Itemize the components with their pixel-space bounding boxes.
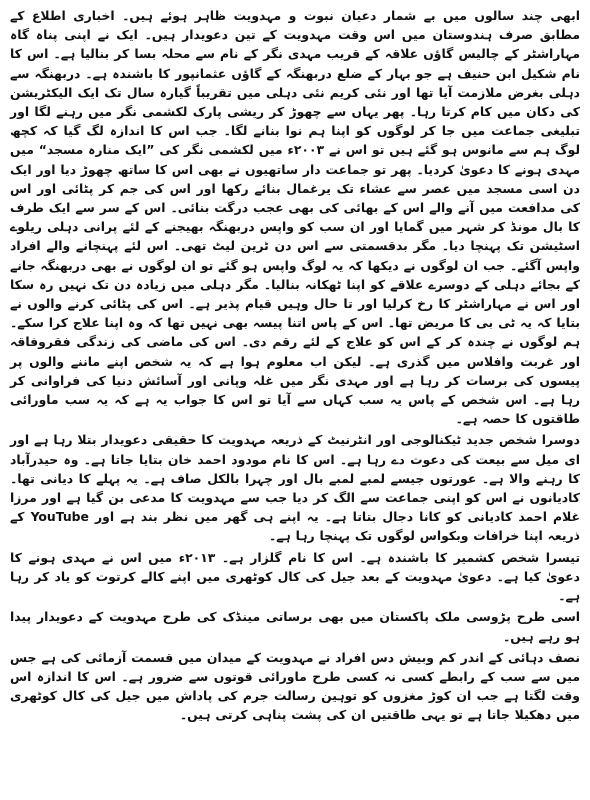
paragraph-second-claimant: دوسرا شخص جدید ٹیکنالوجی اور انٹرنیٹ کے ذریعہ مہدویت کا حقیقی دعویدار بتلا رہا ہے اور ای میل سے بیعت کی دعوت دے رہا ہے۔ اس کا نام مودود احمد خان بتایا جاتا ہے۔ وہ حیدرآباد کا رہنے والا ہے۔ عورتوں جیسے لمبے لمبے بال اور چہرا بالکل صاف ہے۔ یہ پہلے کا دیانی تھا۔ کادیانوں نے اس کو اپنی جماعت سے الگ کر دیا جب سے مہدویت کا مدعی بن گیا ہے اور مرزا غلام احمد کادیانی کو کانا دجال بتاتا ہے۔ یہ اپنے ہی گھر میں نظر بند ہے اور YouTube کے ذریعہ اپنا خرافات وبکواس لوگوں تک پہنچا رہا ہے۔ <box>10 432 581 544</box>
paragraph-conclusion: نصف دہائی کے اندر کم وبیش دس افراد نے مہدویت کے میدان میں قسمت آزمائی کی ہے جس میں سے سب کے رابطے کسی نہ کسی طرح ماورائی قوتوں سے ضرور ہے۔ اس کا اندازہ اس وقت لگتا ہے جب ان کوڑ مغزوں کو توہین رسالت جرم کی پاداش میں جیل کی کال کوٹھری میں دھکیلا جاتا ہے تو یہی طاقتیں ان کی پشت پناہی کرتی ہیں۔ <box>10 649 580 723</box>
paragraph-third-claimant: تیسرا شخص کشمیر کا باشندہ ہے۔ اس کا نام گلزار ہے۔ ۲۰۱۳ء میں اس نے مہدی ہونے کا دعویٰ کیا ہے۔ دعویٰ مہدویت کے بعد جیل کی کال کوٹھری میں اپنے کالے کرتوت کو یاد کر رہا ہے۔ <box>10 549 580 604</box>
paragraph-first-claimant: ابھی چند سالوں میں بے شمار دعیان نبوت و مہدویت ظاہر ہوئے ہیں۔ اخباری اطلاع کے مطابق صرف ہندوستان میں اس وقت مہدویت کے تین دعویدار ہیں۔ ایک نے اپنی پناہ گاہ مہاراشٹر کے چالیس گاؤں علاقہ کے قریب مہدی نگر کے نام سے محلہ بسا کر بنالیا ہے۔ اس کا نام شکیل ابن حنیف ہے جو بہار کے ضلع دربھنگہ کے گاؤں عثمانپور کا باشندہ ہے۔ دربھنگہ سے دہلی بغرض ملازمت آیا تھا اور نئی کریم نئی دہلی میں تقریباً گیارہ سال تک ایک الیکٹریشن کی دکان میں کام کرتا رہا۔ پھر یہاں سے چھوڑ کر ریشی پارک لکشمی نگر میں رہنے لگا اور تبلیغی جماعت میں جا کر لوگوں کو اپنا ہم نوا بنانے لگا۔ جب اس کا اندازہ لگ گیا کہ کچھ لوگ ہم سے مانوس ہو گئے ہیں تو اس نے ۲۰۰۳ء میں لکشمی نگر کی ”ایک منارہ مسجد“ میں مہدی ہونے کا دعویٰ کردیا۔ پھر تو جماعت دار ساتھیوں نے بھی اس کا ساتھ چھوڑ دیا اور ایک دن اسی مسجد میں عصر سے عشاء تک یرغمال بنائے رکھا اور اس کی جم کر پٹائی اور اس کی مدافعت میں آنے والے اس کے بھائی کی بھی عجب درگت بنائی۔ اس کے سر سے ایک طرف کا بال مونڈ کر شہر میں گمایا اور ان سب کو واپس دربھنگہ بھیجنے کے لئے پرانی دہلی ریلوے اسٹیشن تک پہنچا دیا۔ مگر بدقسمتی سے اس دن ٹرین لیٹ تھی۔ اس لئے پہنچانے والے افراد واپس آگئے۔ جب ان لوگوں نے دیکھا کہ یہ لوگ واپس ہو گئے تو ان لوگوں نے بھی دربھنگہ جانے کے بجائے دہلی کے دوسرے علاقے کو اپنا ٹھکانہ بنالیا۔ مگر دہلی میں زیادہ دن تک نہیں رہ سکا اور اس نے مہاراشٹر کا رخ کرلیا اور تا حال وہیں قیام پذیر ہے۔ اس کی پٹائی کرنے والوں نے بتایا کہ یہ ٹی بی کا مریض تھا۔ اس کے پاس اتنا پیسہ بھی نہیں تھا کہ وہ اپنا علاج کرا سکے۔ ہم لوگوں نے چندہ کر کے اس کو علاج کے لئے رقم دی۔ اس کی ماضی کی زندگی فقروفاقہ اور غربت وافلاس میں گذری ہے۔ لیکن اب معلوم ہوا ہے کہ یہ شخص اپنے ماننے والوں پر پیسوں کی برسات کر رہا ہے اور مہدی نگر میں غلہ وپانی اور آسائش دنیا کی فراوانی کر رہا ہے۔ اس شخص کے پاس یہ سب کہاں سے آیا تو اس کا جواب یہ ہے کہ یہ سب ماورائی طاقتوں کا حصہ ہے۔ <box>10 8 580 427</box>
paragraph-pakistan: اسی طرح پڑوسی ملک پاکستان میں بھی برساتی مینڈک کی طرح مہدویت کے دعویدار پیدا ہو رہے ہیں۔ <box>10 609 580 644</box>
